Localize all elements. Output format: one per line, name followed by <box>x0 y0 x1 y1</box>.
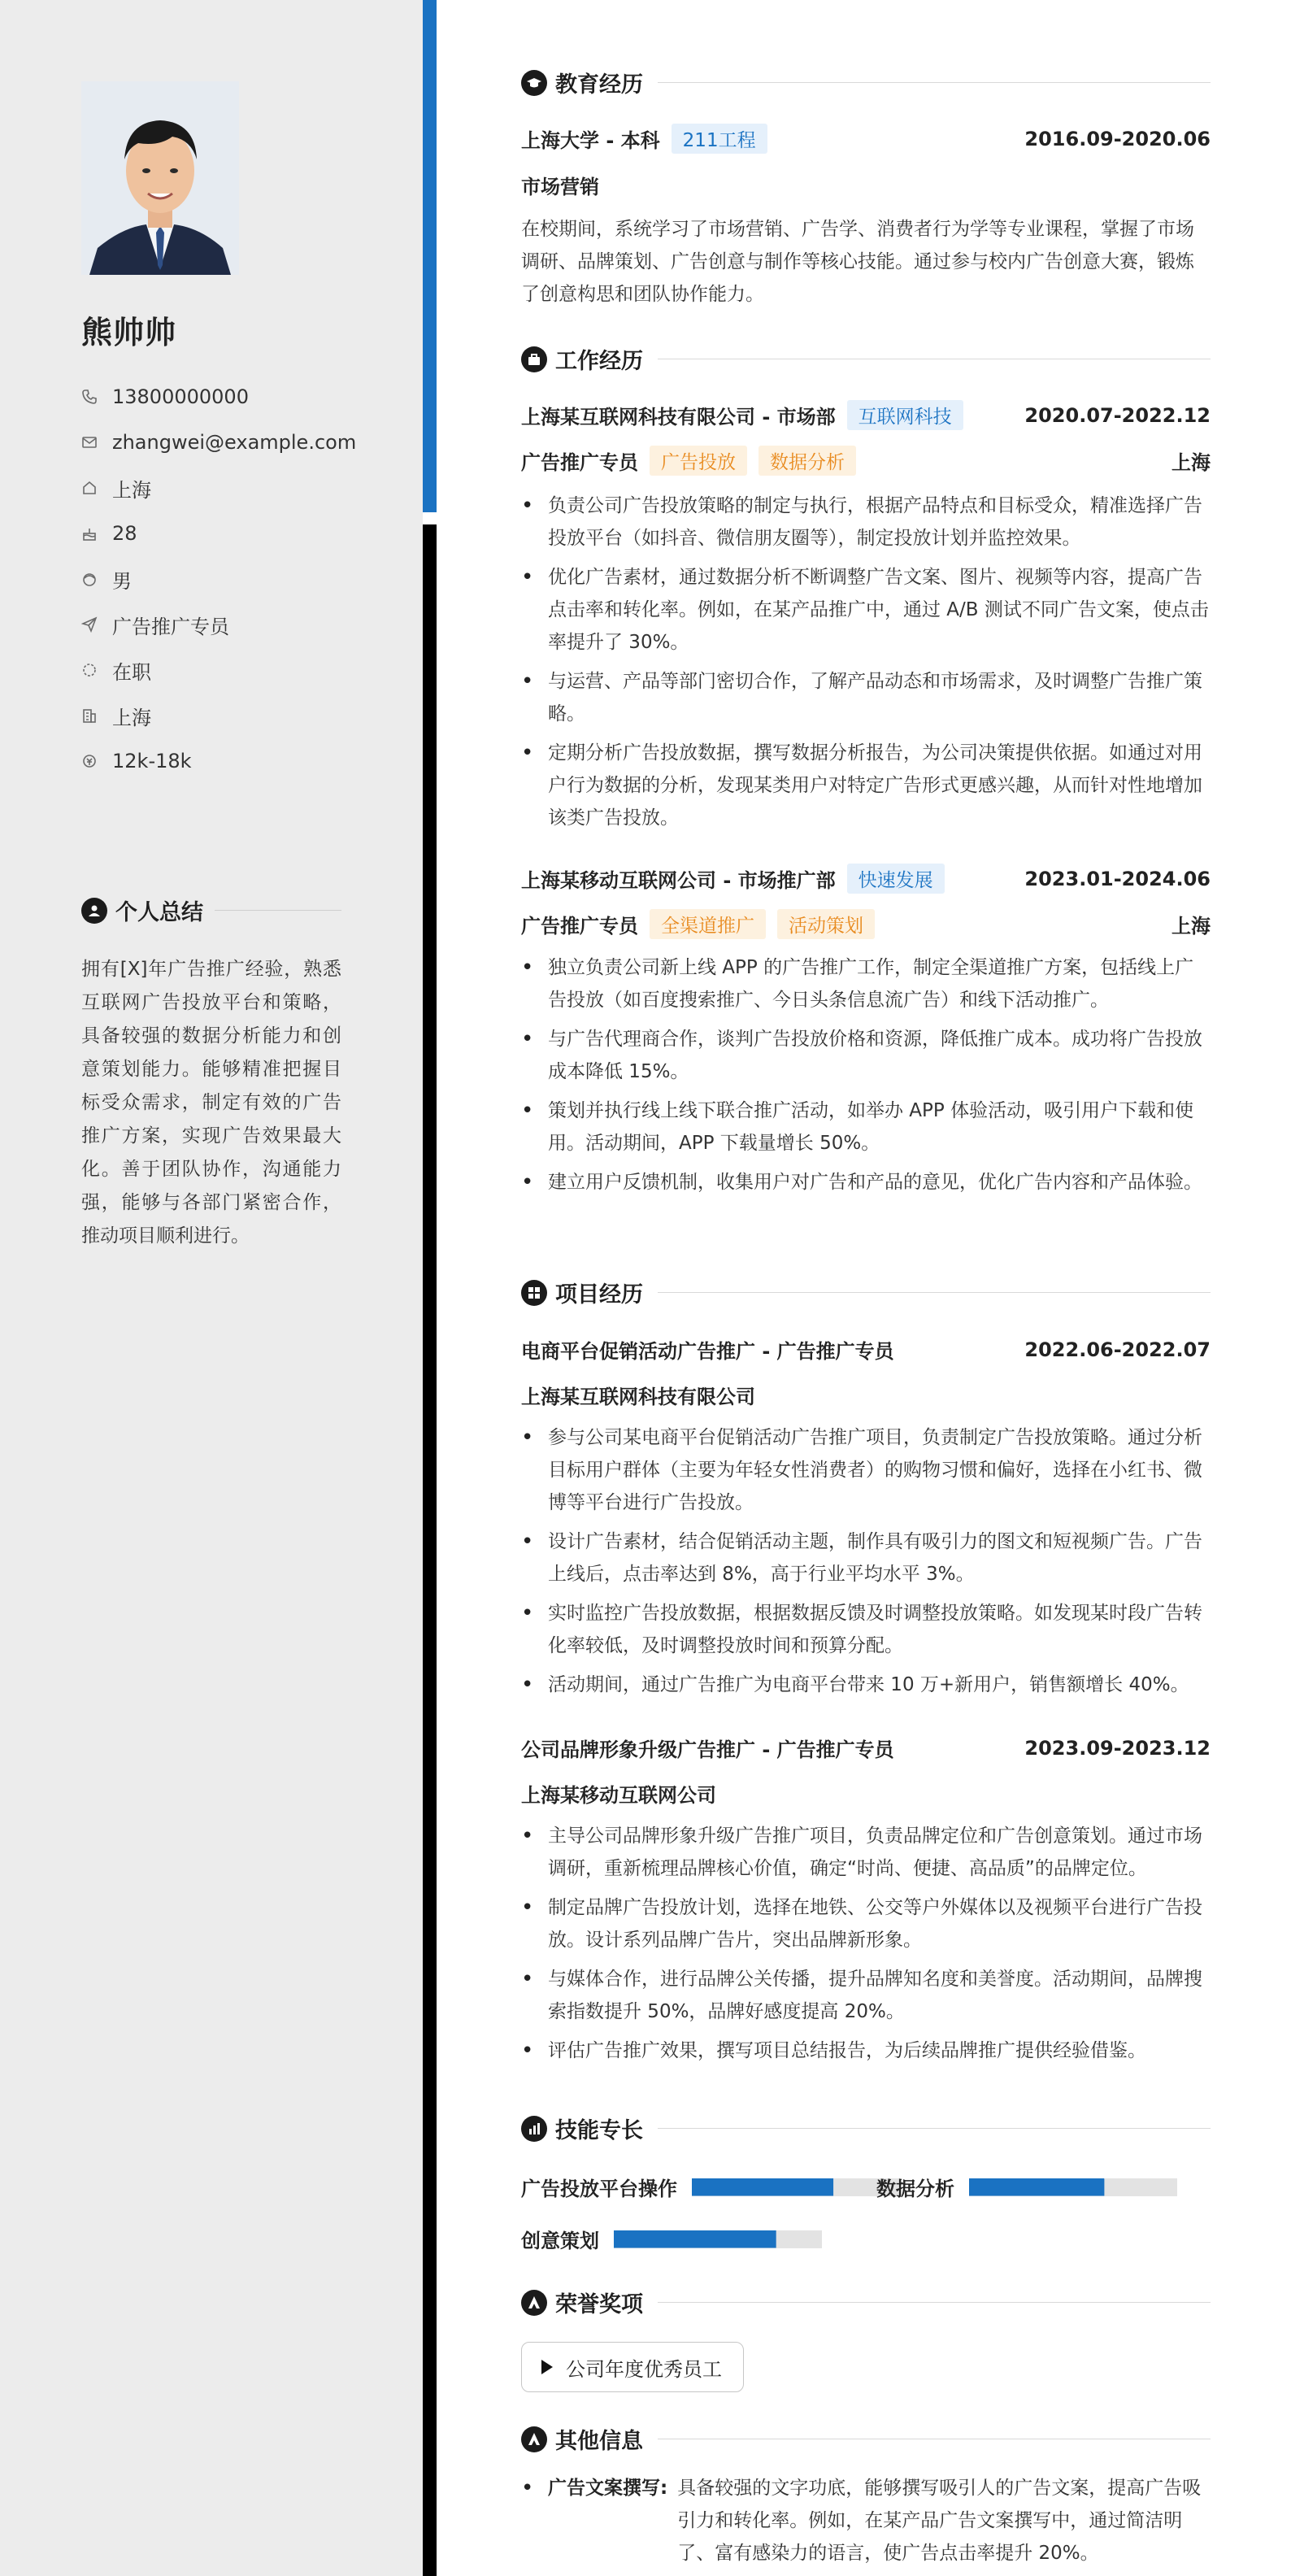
project-2-header <box>521 1734 1211 1762</box>
work-city-text: 上海 <box>112 706 151 729</box>
job-date: 2020.07-2022.12 <box>1024 403 1211 427</box>
job-skill-tag: 活动策划 <box>777 909 875 939</box>
phone-icon <box>81 389 98 405</box>
job-2-bullets <box>521 951 1211 1205</box>
education-row <box>521 124 1211 154</box>
skill-bar <box>614 2230 822 2248</box>
job-1-bullets <box>521 490 1211 841</box>
list-item: • 负责公司广告投放策略的制定与执行，根据产品特点和目标受众，精准选择广告投放平台（如抖音、微信朋友圈等），制定投放计划并监控效果。 <box>521 490 1211 555</box>
honors-heading <box>521 2287 1211 2318</box>
list-item: • 评估广告推广效果，撰写项目总结报告，为后续品牌推广提供经验借鉴。 <box>521 2034 1211 2067</box>
grid-icon <box>521 1280 547 1306</box>
project-date: 2022.06-2022.07 <box>1024 1338 1211 1361</box>
other-heading <box>521 2423 1211 2455</box>
job-1-role-row <box>521 446 1211 476</box>
school-name: 上海大学 - 本科 <box>521 129 660 152</box>
job-skill-tag: 全渠道推广 <box>650 909 766 939</box>
user-icon <box>81 898 107 924</box>
job-skill-tag: 广告投放 <box>650 446 747 476</box>
projects-heading <box>521 1277 1211 1308</box>
skill-name: 广告投放平台操作 <box>521 2178 677 2200</box>
home-icon <box>81 480 98 496</box>
skills-heading-text: 技能专长 <box>555 2118 643 2143</box>
info-gender <box>81 556 356 602</box>
award-icon <box>521 2290 547 2316</box>
project-2-bullets <box>521 1820 1211 2073</box>
project-date: 2023.09-2023.12 <box>1024 1736 1211 1760</box>
mail-icon <box>81 434 98 450</box>
other-label: 广告文案撰写: <box>548 2478 668 2499</box>
info-email <box>81 420 356 465</box>
skill-bar-fill <box>692 2178 833 2196</box>
list-item: • 与媒体合作，进行品牌公关传播，提升品牌知名度和美誉度。活动期间，品牌搜索指数提升 50%，品牌好感度提高 20%。 <box>521 1963 1211 2028</box>
skill-name: 数据分析 <box>876 2178 954 2200</box>
salary-text: 12k-18k <box>112 750 192 772</box>
job-tag: 快速发展 <box>847 864 945 894</box>
award-item <box>521 2342 744 2392</box>
info-phone <box>81 374 356 420</box>
graduation-cap-icon <box>521 70 547 96</box>
other-text: 具备较强的文字功底，能够撰写吸引人的广告文案，提高广告吸引力和转化率。例如，在某产品广告文案撰写中，通过简洁明了、富有感染力的语言，使广告点击率提升 20%。 <box>677 2478 1202 2564</box>
divider <box>658 82 1211 83</box>
job-location: 上海 <box>1171 451 1211 474</box>
skill-bar-fill <box>614 2230 776 2248</box>
list-item: • 建立用户反馈机制，收集用户对广告和产品的意见，优化广告内容和产品体验。 <box>521 1166 1211 1199</box>
summary-heading-text: 个人总结 <box>115 900 203 925</box>
divider <box>658 2128 1211 2129</box>
bullet: • <box>521 2476 534 2500</box>
accent-bar-blue <box>423 0 437 512</box>
job-role: 广告推广专员 <box>521 451 638 474</box>
work-heading-text: 工作经历 <box>555 349 643 374</box>
skills-heading <box>521 2113 1211 2144</box>
summary-heading <box>81 894 341 926</box>
list-item: • 优化广告素材，通过数据分析不断调整广告文案、图片、视频等内容，提高广告点击率和转化率。例如，在某产品推广中，通过 A/B 测试不同广告文案，使点击率提升了 30%。 <box>521 561 1211 659</box>
cake-icon <box>81 525 98 542</box>
info-age <box>81 511 356 556</box>
play-icon <box>541 2360 553 2374</box>
phone-text: 13800000000 <box>112 385 249 408</box>
age-text: 28 <box>112 522 137 545</box>
send-icon <box>81 616 98 633</box>
city-text: 上海 <box>112 478 151 502</box>
project-title: 电商平台促销活动广告推广 - 广告推广专员 <box>521 1340 894 1363</box>
divider <box>215 910 341 911</box>
project-1-bullets <box>521 1421 1211 1708</box>
list-item: • 与广告代理商合作，谈判广告投放价格和资源，降低推广成本。成功将广告投放成本降低 15%。 <box>521 1023 1211 1088</box>
skill-bar <box>969 2178 1177 2196</box>
skill-item <box>876 2173 1177 2201</box>
education-heading-text: 教育经历 <box>555 72 643 98</box>
accent-bar-black <box>423 524 437 2576</box>
info-salary <box>81 738 356 784</box>
job-role: 广告推广专员 <box>521 915 638 938</box>
list-item: • 设计广告素材，结合促销活动主题，制作具有吸引力的图文和短视频广告。广告上线后，点击率达到 8%，高于行业平均水平 3%。 <box>521 1525 1211 1590</box>
gender-text: 男 <box>112 569 132 593</box>
award-text: 公司年度优秀员工 <box>566 2357 722 2381</box>
job-company: 上海某互联网科技有限公司 - 市场部 <box>521 406 836 429</box>
education-desc: 在校期间，系统学习了市场营销、广告学、消费者行为学等专业课程，掌握了市场调研、品牌策划、广告创意与制作等核心技能。通过参与校内广告创意大赛，锻炼了创意构思和团队协作能力。 <box>521 219 1194 305</box>
projects-heading-text: 项目经历 <box>555 1282 643 1308</box>
honors-heading-text: 荣誉奖项 <box>555 2292 643 2317</box>
info-position <box>81 602 356 647</box>
skill-bar <box>692 2178 900 2196</box>
profile-name: 熊帅帅 <box>81 315 177 350</box>
list-item: • 制定品牌广告投放计划，选择在地铁、公交等户外媒体以及视频平台进行广告投放。设计系列品牌广告片，突出品牌新形象。 <box>521 1891 1211 1956</box>
list-item: • 活动期间，通过广告推广为电商平台带来 10 万+新用户，销售额增长 40%。 <box>521 1669 1211 1701</box>
status-icon <box>81 662 98 678</box>
summary-text: 拥有[X]年广告推广经验，熟悉互联网广告投放平台和策略，具备较强的数据分析能力和创意策划能力。能够精准把握目标受众需求，制定有效的广告推广方案，实现广告效果最大化。善于团队协作，沟通能力强，能够与各部门紧密合作，推动项目顺利进行。 <box>81 959 341 1247</box>
info-icon <box>521 2426 547 2452</box>
skill-name: 创意策划 <box>521 2230 599 2252</box>
job-1-header <box>521 400 1211 430</box>
divider <box>658 2302 1211 2303</box>
education-major: 市场营销 <box>521 176 599 198</box>
job-2-header <box>521 864 1211 894</box>
list-item: • 策划并执行线上线下联合推广活动，如举办 APP 体验活动，吸引用户下载和使用。活动期间，APP 下载量增长 50%。 <box>521 1094 1211 1160</box>
education-heading <box>521 67 1211 98</box>
job-location: 上海 <box>1171 915 1211 938</box>
project-title: 公司品牌形象升级广告推广 - 广告推广专员 <box>521 1738 894 1761</box>
list-item: • 实时监控广告投放数据，根据数据反馈及时调整投放策略。如发现某时段广告转化率较低，及时调整投放时间和预算分配。 <box>521 1597 1211 1662</box>
job-skill-tag: 数据分析 <box>759 446 856 476</box>
contact-info-list <box>81 374 356 784</box>
skill-bar-fill <box>969 2178 1104 2196</box>
building-icon <box>81 707 98 724</box>
list-item: • 与运营、产品等部门密切合作，了解产品动态和市场需求，及时调整广告推广策略。 <box>521 665 1211 730</box>
status-text: 在职 <box>112 660 151 684</box>
list-item: • 定期分析广告投放数据，撰写数据分析报告，为公司决策提供依据。如通过对用户行为数据的分析，发现某类用户对特定广告形式更感兴趣，从而针对性地增加该类广告投放。 <box>521 737 1211 834</box>
project-company: 上海某互联网科技有限公司 <box>521 1386 755 1408</box>
skill-item <box>521 2225 822 2253</box>
list-item: • 参与公司某电商平台促销活动广告推广项目，负责制定广告投放策略。通过分析目标用户群体（主要为年轻女性消费者）的购物习惯和偏好，选择在小红书、微博等平台进行广告投放。 <box>521 1421 1211 1519</box>
info-status <box>81 647 356 693</box>
email-text: zhangwei@example.com <box>112 431 357 454</box>
project-company: 上海某移动互联网公司 <box>521 1784 716 1807</box>
work-heading <box>521 343 1211 375</box>
gender-icon <box>81 571 98 587</box>
chart-icon <box>521 2116 547 2142</box>
education-date: 2016.09-2020.06 <box>1024 127 1211 150</box>
money-icon <box>81 753 98 769</box>
list-item: • 主导公司品牌形象升级广告推广项目，负责品牌定位和广告创意策划。通过市场调研，重新梳理品牌核心价值，确定“时尚、便捷、高品质”的品牌定位。 <box>521 1820 1211 1885</box>
job-company: 上海某移动互联网公司 - 市场推广部 <box>521 869 836 892</box>
project-1-header <box>521 1335 1211 1364</box>
position-text: 广告推广专员 <box>112 615 229 638</box>
info-work-city <box>81 693 356 738</box>
skill-item <box>521 2173 900 2201</box>
profile-photo <box>81 81 239 275</box>
list-item <box>521 2472 1211 2569</box>
job-tag: 互联网科技 <box>847 400 963 430</box>
job-date: 2023.01-2024.06 <box>1024 867 1211 890</box>
other-heading-text: 其他信息 <box>555 2429 643 2454</box>
list-item: • 独立负责公司新上线 APP 的广告推广工作，制定全渠道推广方案，包括线上广告投放（如百度搜索推广、今日头条信息流广告）和线下活动推广。 <box>521 951 1211 1016</box>
other-info <box>521 2472 1211 2569</box>
info-city <box>81 465 356 511</box>
school-tag: 211工程 <box>672 124 767 154</box>
job-2-role-row <box>521 909 1211 939</box>
briefcase-icon <box>521 346 547 372</box>
divider <box>658 1292 1211 1293</box>
